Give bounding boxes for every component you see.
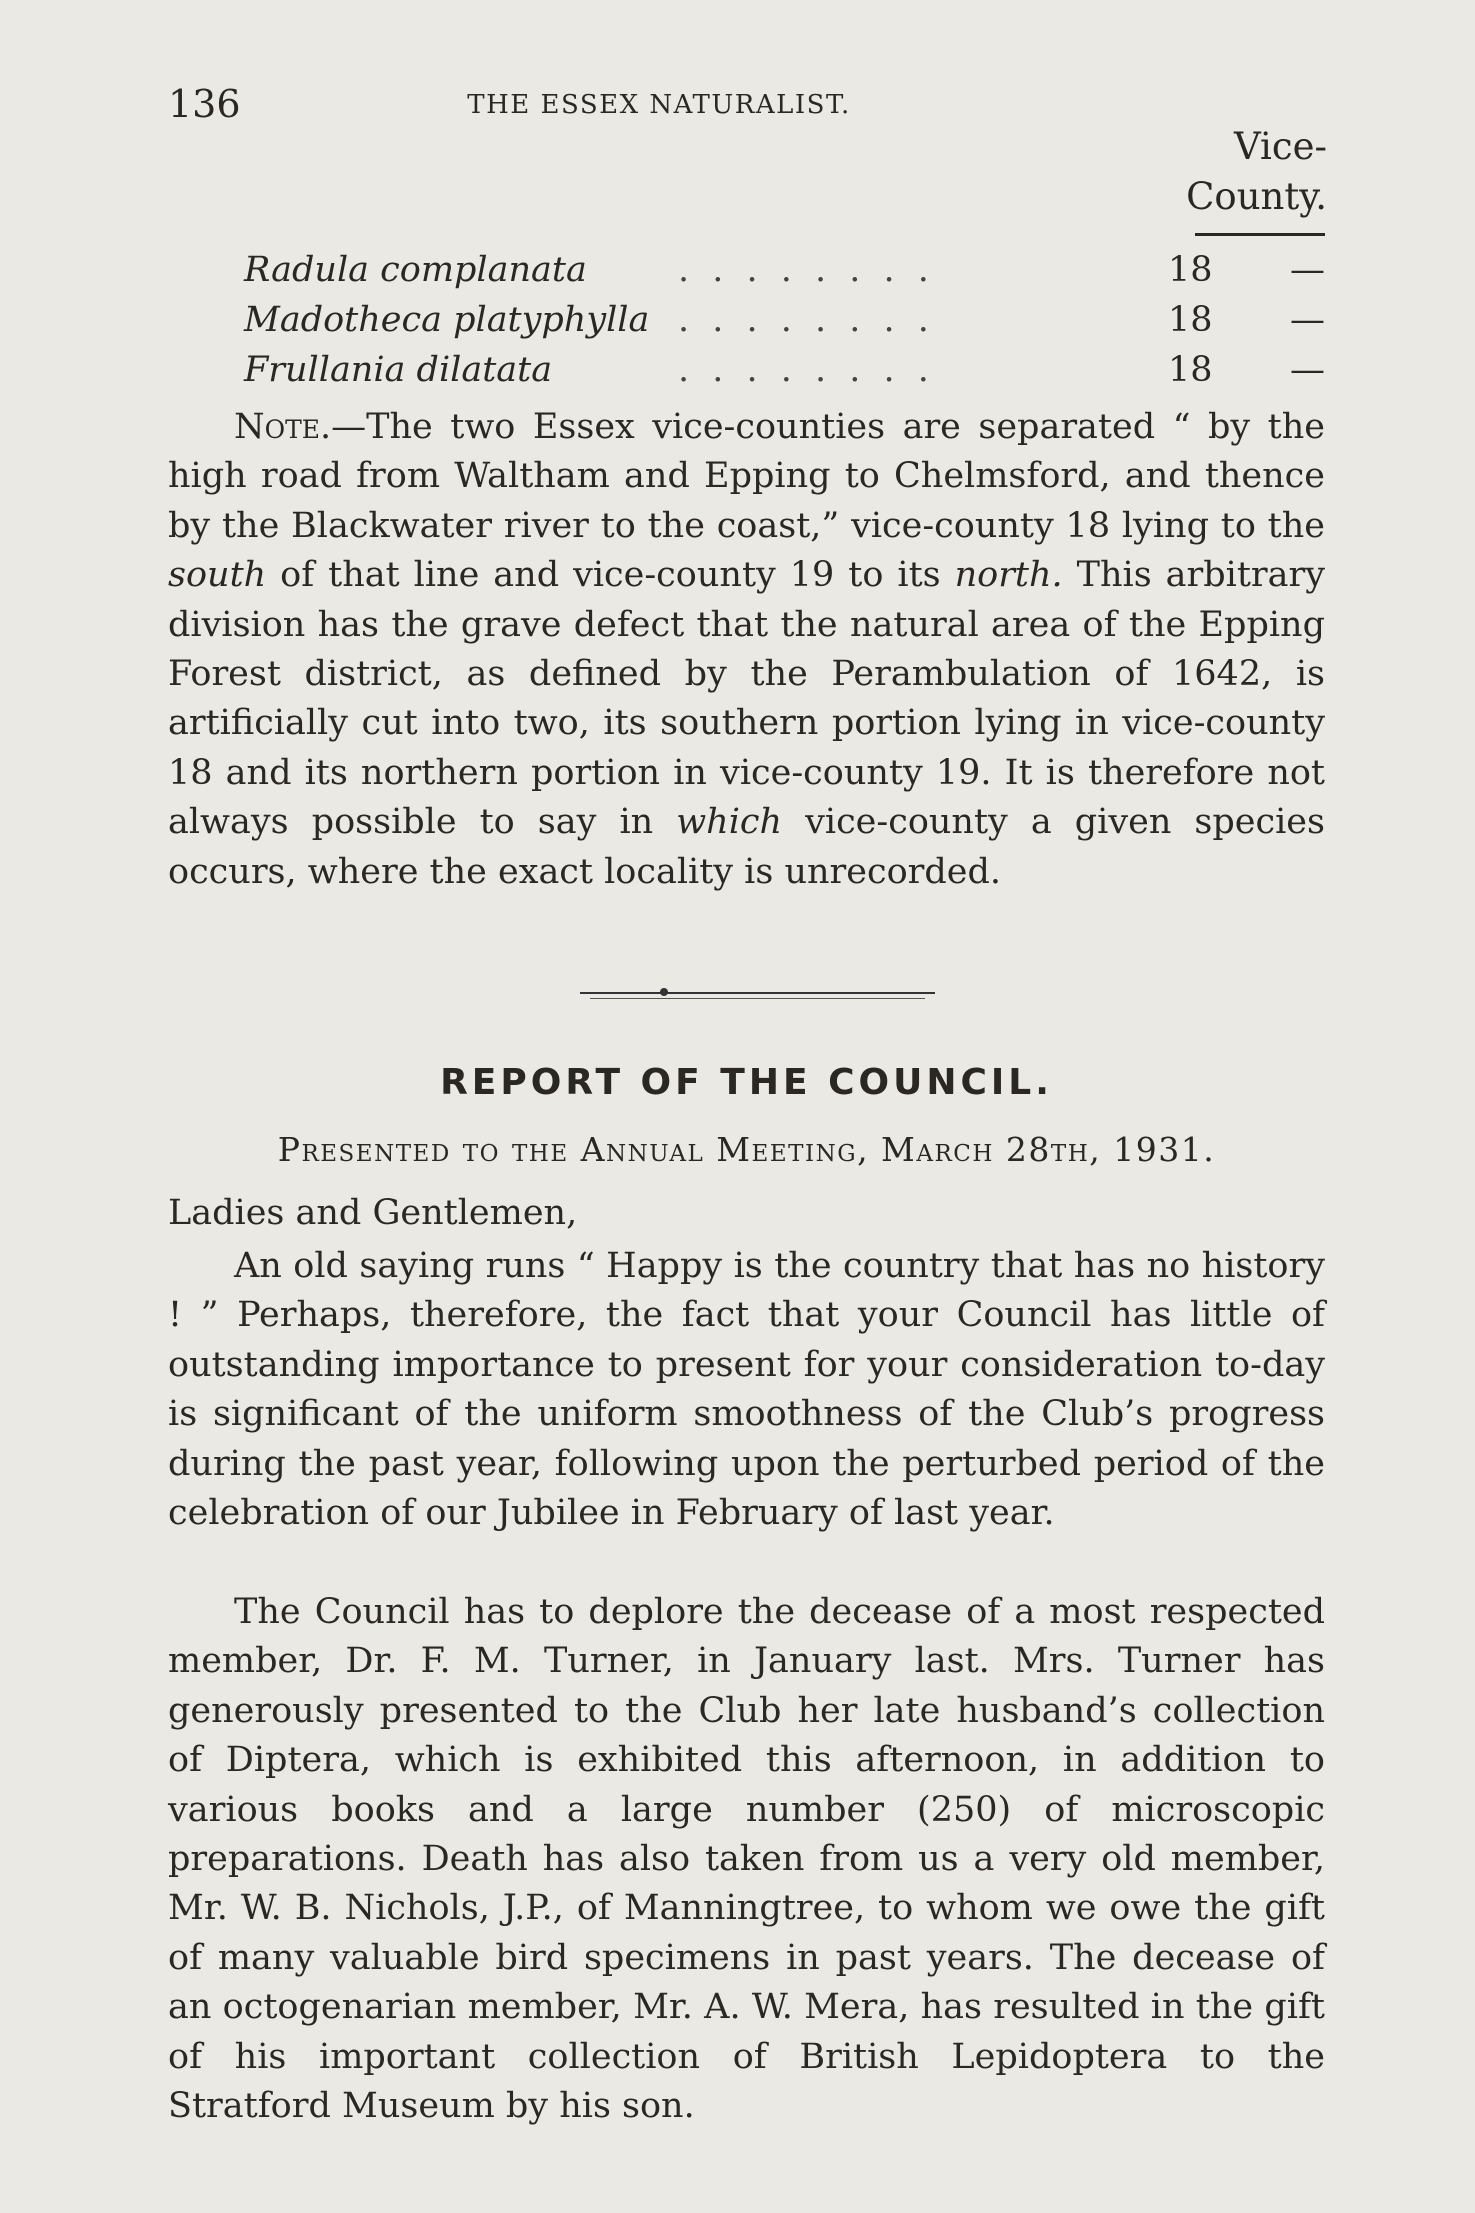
note-paragraph [168,403,1325,897]
salutation: Ladies and Gentlemen, [168,1193,578,1233]
page-header [168,82,1330,132]
leader-dots: . . . . . . . . [678,300,935,340]
species-row [168,300,1325,350]
note-label: Note. [234,407,332,447]
species-name: Radula complanata [244,250,587,290]
vice-county-column-head [1177,122,1327,222]
note-text: This arbitrary division has the grave defect that the natural area of the Epping Forest district, as defined by the Perambulation of 1642, is artificially cut into two, its southern portion lying in vice-county 18 and its northern portion in vice-county 19. It is therefore not always possible to say in [168,555,1326,843]
note-emphasis: south [168,555,267,596]
vice-county-number: 18 [1168,350,1213,390]
species-name: Madotheca platyphylla [244,300,650,340]
note-emphasis: north. [954,555,1063,596]
vice-county-head-line-1: Vice- [1233,125,1327,168]
column-head-rule [1195,233,1325,236]
leader-dots: . . . . . . . . [678,250,935,290]
report-paragraph-1: An old saying runs “ Happy is the country that has no history ! ” Perhaps, therefore, the fact that your Council has little of outstanding importance to present for your consideration to-day is significant of the uniform smoothness of the Club’s progress during the past year, following upon the perturbed period of the celebration of our Jubilee in February of last year. [168,1246,1325,1534]
report-title: REPORT OF THE COUNCIL. [440,1062,1053,1103]
species-name: Frullania dilatata [244,350,553,390]
species-row [168,350,1325,400]
dash: — [1290,300,1325,340]
note-text: vice-county a given species occurs, where the exact locality is unrecorded. [168,802,1325,892]
note-text: of that line and vice-county 19 to its [266,555,955,596]
vice-county-head-line-2: County. [1186,175,1327,218]
vice-county-number: 18 [1168,300,1213,340]
dash: — [1290,250,1325,290]
page-number: 136 [168,82,241,126]
species-row [168,250,1325,300]
vice-county-number: 18 [1168,250,1213,290]
report-subtitle: Presented to the Annual Meeting, March 28th, 1931. [277,1130,1216,1169]
note-text: —The two Essex vice-counties are separated “ by the high road from Waltham and Epping to Chelmsford, and thence by the Blackwater river to the coast,” vice-county 18 lying to the [168,407,1325,546]
dash: — [1290,350,1325,390]
section-divider-ornament [580,988,935,1002]
note-emphasis: which [676,802,783,843]
running-title: THE ESSEX NATURALIST. [467,90,851,120]
report-paragraph-2: The Council has to deplore the decease of a most respected member, Dr. F. M. Turner, in January last. Mrs. Turner has generously presented to the Club her late husband’s collection of Diptera, which is exhibited this afternoon, in addition to various books and a large number (250) of microscopic preparations. Death has also taken from us a very old member, Mr. W. B. Nichols, J.P., of Manningtree, to whom we owe the gift of many valuable bird specimens in past years. The decease of an octogenarian member, Mr. A. W. Mera, has resulted in the gift of his important collection of British Lepidoptera to the Stratford Museum by his son. [168,1592,1325,2127]
leader-dots: . . . . . . . . [678,350,935,390]
